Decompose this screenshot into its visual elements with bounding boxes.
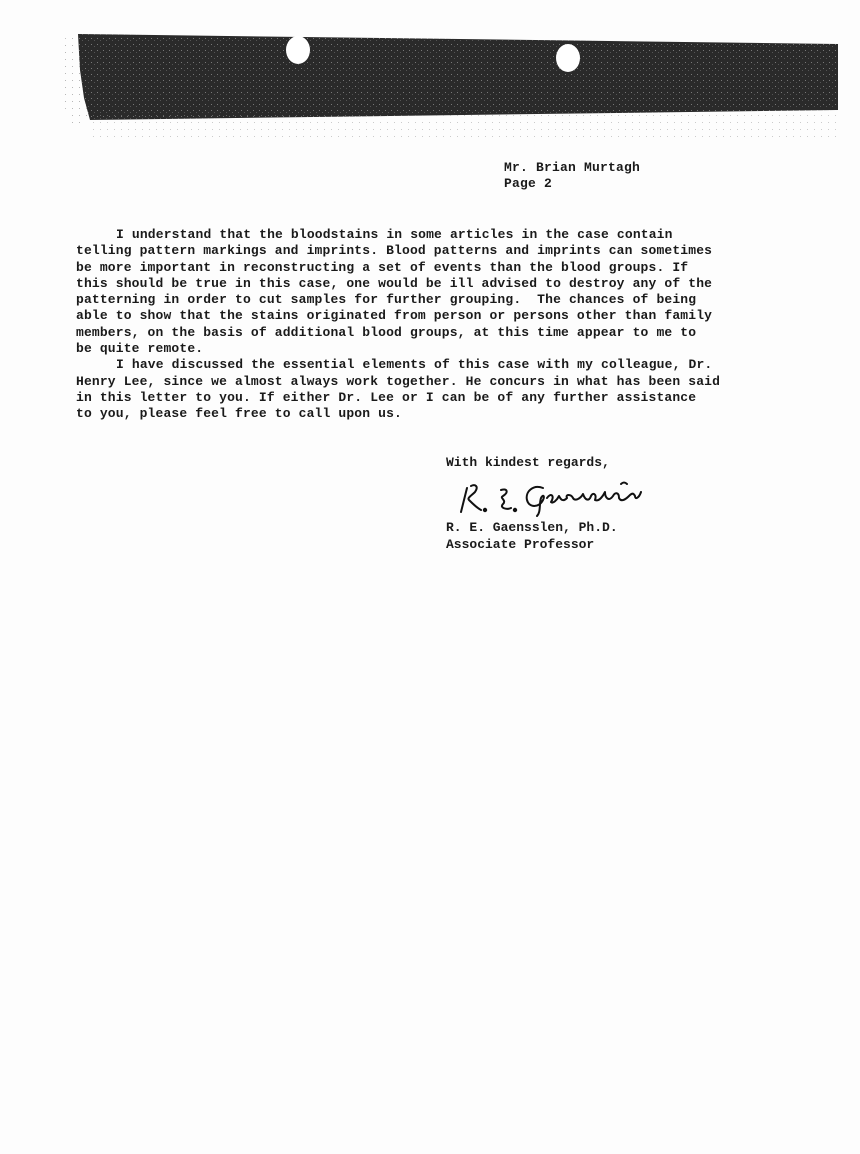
letter-body <box>76 227 776 423</box>
body-line: patterning in order to cut samples for further grouping. The chances of being <box>76 292 697 308</box>
signer-name: R. E. Gaensslen, Ph.D. <box>446 520 618 535</box>
signer-block <box>446 520 618 553</box>
body-line: members, on the basis of additional blood groups, at this time appear to me to <box>76 324 697 340</box>
body-line: to you, please feel free to call upon us. <box>76 406 403 422</box>
body-line: I understand that the bloodstains in some articles in the case contain <box>116 227 673 242</box>
body-line: able to show that the stains originated from person or persons other than family <box>76 308 713 324</box>
page-number: Page 2 <box>504 176 553 191</box>
body-line: Henry Lee, since we almost always work together. He concurs in what has been said <box>76 373 721 389</box>
body-line: I have discussed the essential elements of this case with my colleague, Dr. <box>116 357 713 373</box>
body-line: be quite remote. <box>76 341 204 357</box>
recipient-header <box>504 160 640 192</box>
body-line: in this letter to you. If either Dr. Lee or I can be of any further assistance <box>76 389 697 405</box>
recipient-name: Mr. Brian Murtagh <box>504 160 641 175</box>
signer-title: Associate Professor <box>446 536 595 552</box>
handwritten-signature <box>455 474 645 520</box>
scan-artifact-bar <box>0 0 860 140</box>
body-line: telling pattern markings and imprints. Blood patterns and imprints can sometimes <box>76 243 713 259</box>
body-line: be more important in reconstructing a set of events than the blood groups. If <box>76 259 689 275</box>
closing-salutation: With kindest regards, <box>446 455 610 470</box>
body-line: this should be true in this case, one would be ill advised to destroy any of the <box>76 275 713 291</box>
